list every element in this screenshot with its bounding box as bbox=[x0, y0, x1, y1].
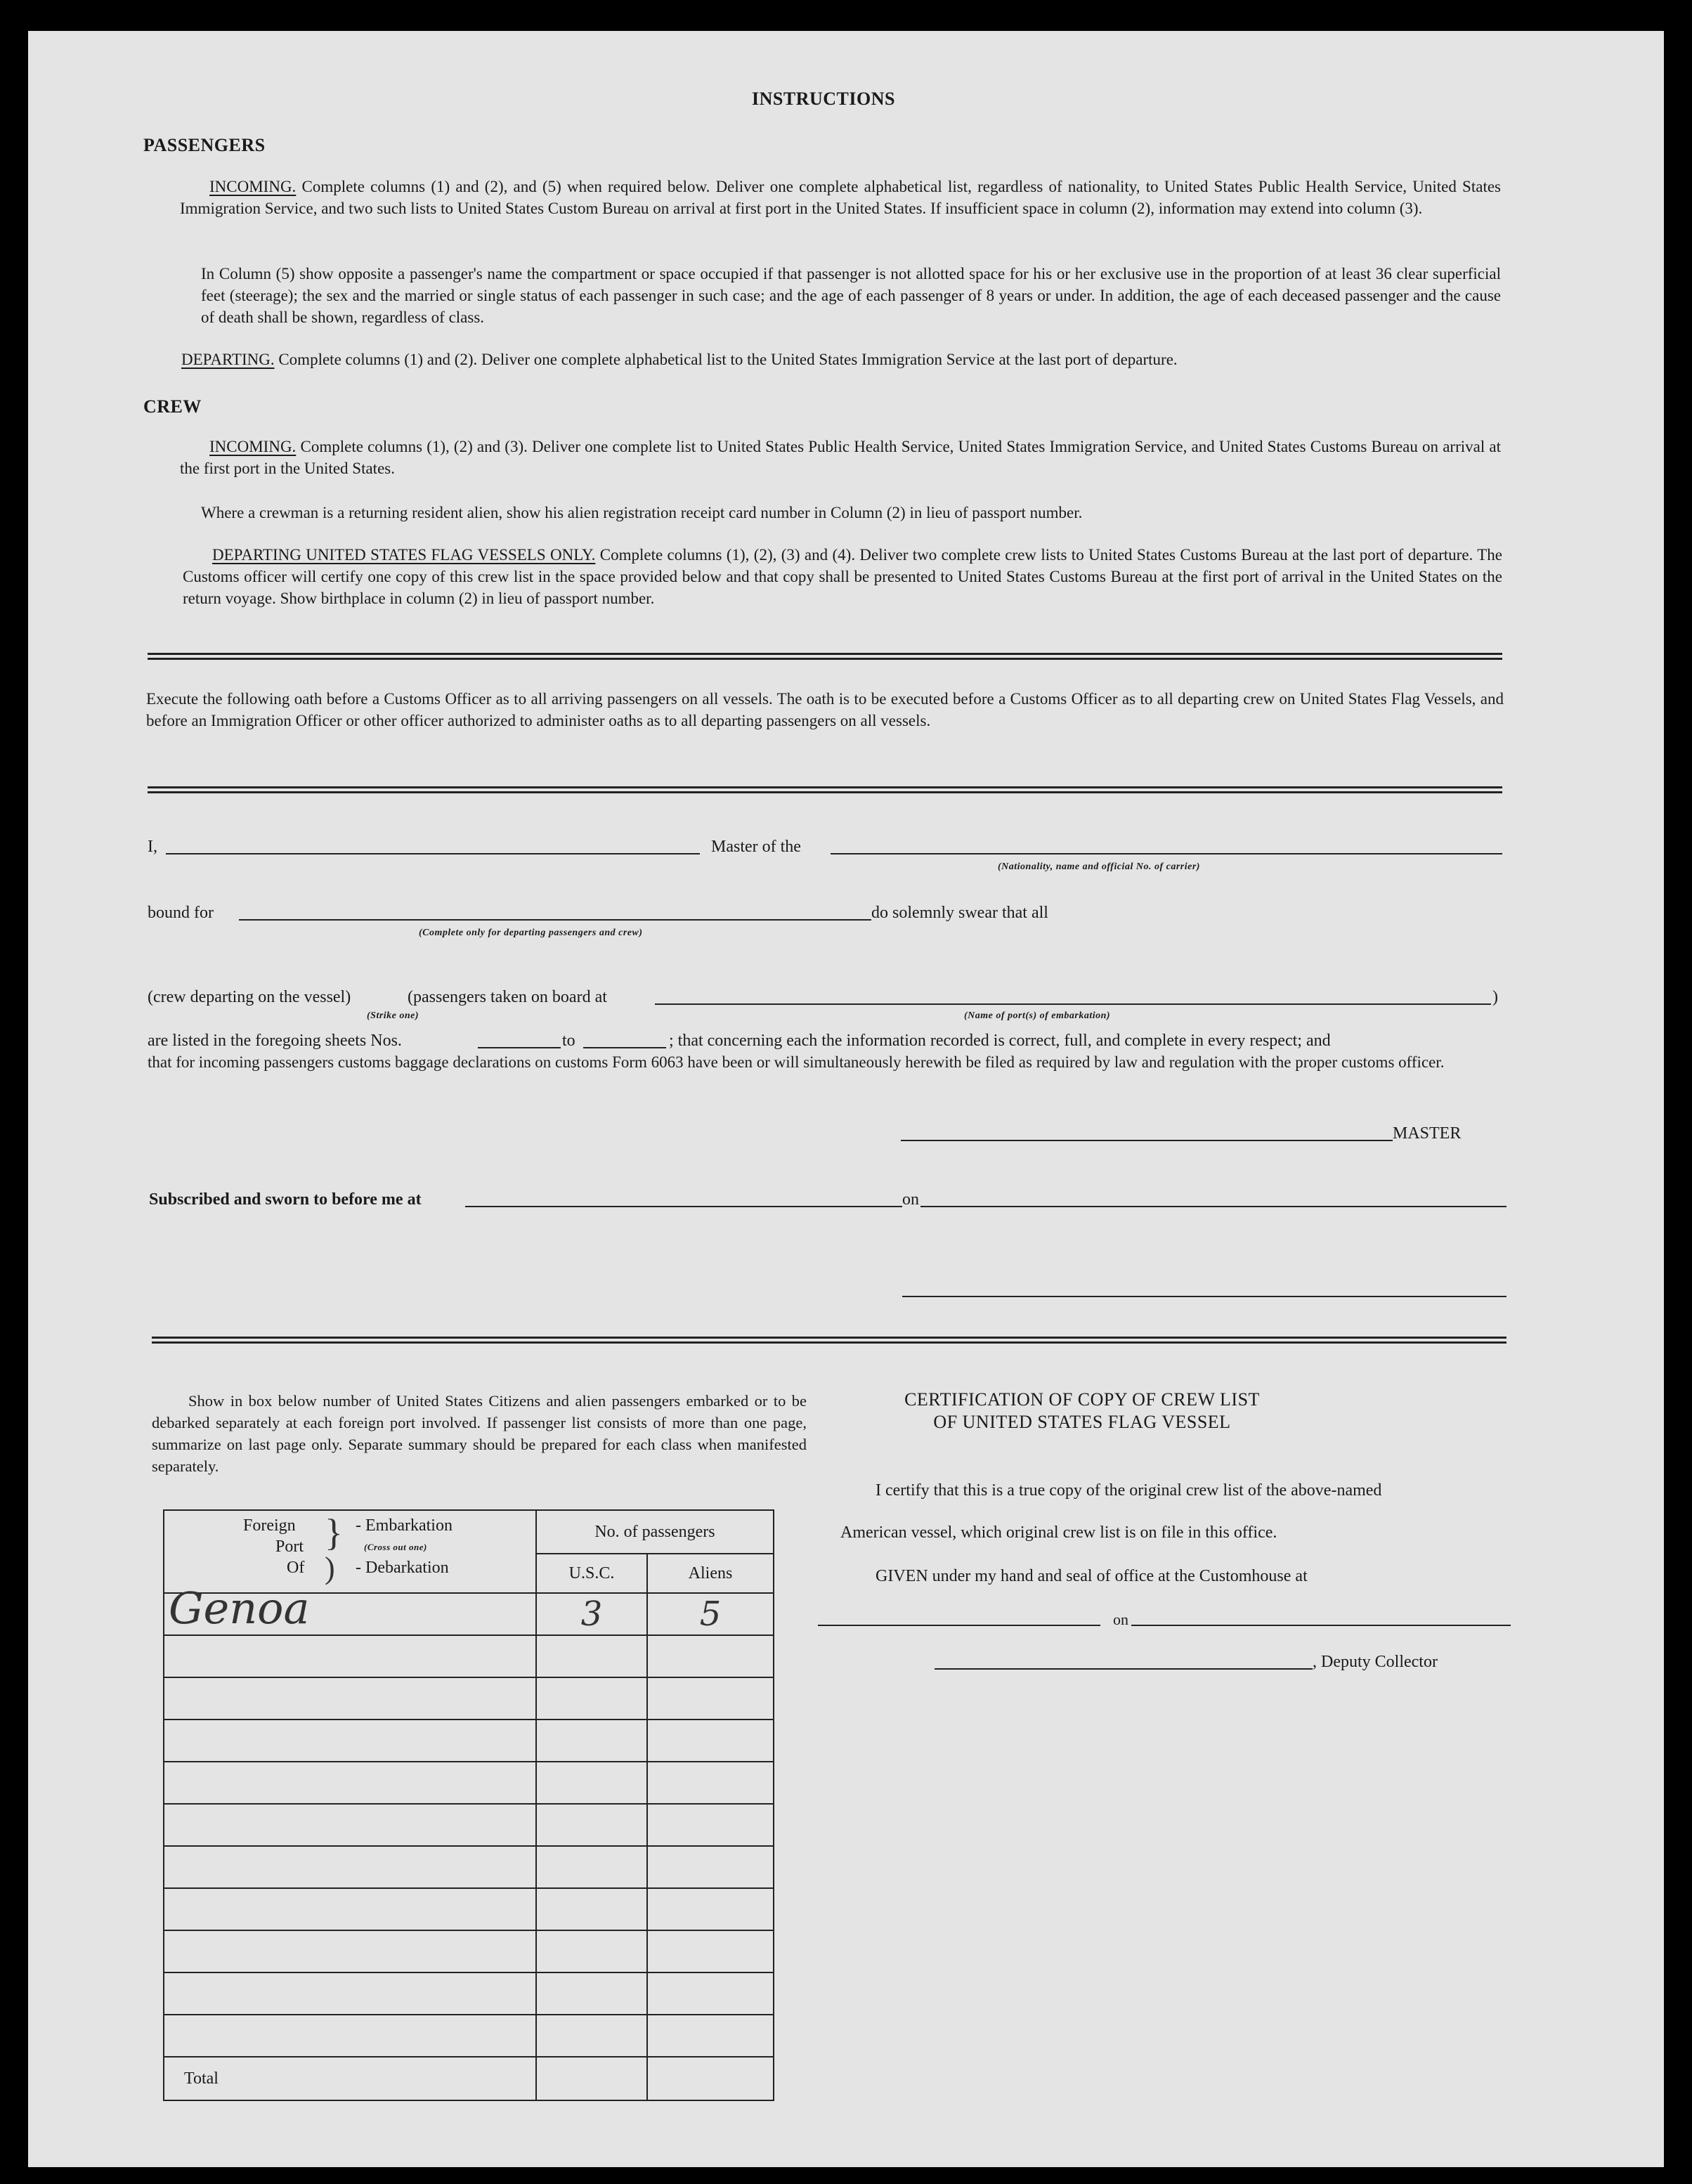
aliens-cell[interactable] bbox=[647, 1930, 774, 1972]
aliens-header: Aliens bbox=[647, 1554, 774, 1593]
port-cell[interactable] bbox=[164, 2015, 536, 2057]
subscribed-label: Subscribed and sworn to before me at bbox=[149, 1190, 422, 1209]
passenger-summary-table bbox=[163, 1509, 774, 2101]
certify-text-continued: American vessel, which original crew list is on file in this office. bbox=[840, 1523, 1277, 1542]
crew-incoming-label: INCOMING. bbox=[209, 438, 297, 455]
of-label: Of bbox=[287, 1559, 305, 1577]
usc-header: U.S.C. bbox=[536, 1554, 647, 1593]
to-label: to bbox=[562, 1032, 575, 1050]
usc-cell[interactable] bbox=[536, 1846, 647, 1888]
crew-departing-label: DEPARTING UNITED STATES FLAG VESSELS ONLY. bbox=[212, 546, 596, 564]
section-divider bbox=[152, 1337, 1506, 1344]
crew-departing-paragraph bbox=[183, 544, 1502, 609]
usc-cell[interactable] bbox=[536, 1677, 647, 1720]
usc-cell[interactable] bbox=[536, 1593, 647, 1635]
swear-label: do solemnly swear that all bbox=[871, 904, 1048, 922]
master-signature-line[interactable] bbox=[901, 1140, 1393, 1141]
no-of-passengers-header: No. of passengers bbox=[536, 1510, 774, 1554]
usc-cell[interactable] bbox=[536, 2015, 647, 2057]
brace: } bbox=[325, 1512, 343, 1554]
aliens-cell[interactable] bbox=[647, 1677, 774, 1720]
master-name-line[interactable] bbox=[166, 853, 700, 854]
usc-cell[interactable] bbox=[536, 1762, 647, 1804]
aliens-cell[interactable] bbox=[647, 2015, 774, 2057]
bound-for-label: bound for bbox=[148, 904, 214, 922]
crew-heading: CREW bbox=[143, 396, 202, 417]
cert-on-label: on bbox=[1113, 1611, 1128, 1628]
usc-cell[interactable] bbox=[536, 1720, 647, 1762]
aliens-total-cell[interactable] bbox=[647, 2057, 774, 2100]
passengers-departing-text: Complete columns (1) and (2). Deliver one complete alphabetical list to the United States Immigration Service at the last port of departure. bbox=[278, 351, 1178, 368]
usc-cell[interactable] bbox=[536, 1635, 647, 1677]
master-label: MASTER bbox=[1393, 1124, 1462, 1143]
embarkation-label: - Embarkation bbox=[356, 1516, 453, 1535]
usc-cell[interactable] bbox=[536, 1804, 647, 1846]
crew-departing-text: Complete columns (1), (2), (3) and (4). Deliver two complete crew lists to United States Customs Bureau at the last port of departure. The Customs officer will certify one copy of this crew list in the space provided below and that copy shall be presented to United States Customs Bureau at the first port of arrival in the United States on the return voyage. Show birthplace in column (2) in lieu of passport number. bbox=[183, 546, 1503, 607]
usc-total-cell[interactable] bbox=[536, 2057, 647, 2100]
aliens-value: 5 bbox=[699, 1594, 722, 1634]
certification-title-line-1: CERTIFICATION OF COPY OF CREW LIST bbox=[904, 1389, 1260, 1410]
given-text: GIVEN under my hand and seal of office at the Customhouse at bbox=[876, 1567, 1308, 1585]
passengers-incoming-paragraph bbox=[180, 176, 1501, 219]
summary-instructions: Show in box below number of United States Citizens and alien passengers embarked or to be debarked separately at each foreign port involved. If passenger list consists of more than one page, summarize on last page only. Separate summary should be prepared for each class when manifested separately. bbox=[152, 1392, 807, 1475]
customhouse-line[interactable] bbox=[818, 1625, 1100, 1626]
usc-value: 3 bbox=[580, 1594, 603, 1634]
crew-incoming-text: Complete columns (1), (2) and (3). Deliver one complete list to United States Public Health Service, United States Immigration Service, and United States Customs Bureau on arrival at the first port in the United States. bbox=[180, 438, 1501, 477]
deputy-collector-label: , Deputy Collector bbox=[1313, 1653, 1438, 1671]
debarkation-label: - Debarkation bbox=[356, 1559, 449, 1577]
section-divider bbox=[148, 653, 1502, 660]
section-divider bbox=[148, 786, 1502, 793]
sworn-date-line[interactable] bbox=[920, 1206, 1506, 1207]
port-cell[interactable] bbox=[164, 1972, 536, 2015]
crew-departing-option: (crew departing on the vessel) bbox=[148, 988, 351, 1006]
usc-cell[interactable] bbox=[536, 1930, 647, 1972]
foreign-label: Foreign bbox=[243, 1516, 296, 1535]
port-cell[interactable] bbox=[164, 1804, 536, 1846]
bound-for-line[interactable] bbox=[239, 919, 871, 921]
listed-prefix: are listed in the foregoing sheets Nos. bbox=[148, 1032, 402, 1050]
name-of-ports-note: (Name of port(s) of embarkation) bbox=[964, 1010, 1111, 1021]
port-cell[interactable] bbox=[164, 1582, 536, 1635]
crew-incoming-paragraph bbox=[180, 436, 1501, 479]
sheet-from-line[interactable] bbox=[478, 1047, 561, 1048]
passengers-incoming-label: INCOMING. bbox=[209, 178, 297, 195]
port-header-cell bbox=[164, 1510, 536, 1593]
passengers-departing-paragraph bbox=[181, 349, 1502, 370]
sworn-place-line[interactable] bbox=[465, 1206, 902, 1207]
port-cell[interactable] bbox=[164, 1677, 536, 1720]
port-cell[interactable] bbox=[164, 1930, 536, 1972]
port-value: Genoa bbox=[169, 1582, 310, 1634]
form-page bbox=[28, 31, 1664, 2167]
i-label: I, bbox=[148, 838, 157, 856]
master-of-label: Master of the bbox=[711, 838, 801, 856]
complete-only-note: (Complete only for departing passengers and crew) bbox=[419, 928, 643, 938]
cross-out-note: (Cross out one) bbox=[364, 1542, 427, 1552]
passengers-departing-label: DEPARTING. bbox=[181, 351, 275, 368]
sheet-to-line[interactable] bbox=[583, 1047, 666, 1048]
aliens-cell[interactable] bbox=[647, 1846, 774, 1888]
port-cell[interactable] bbox=[164, 1720, 536, 1762]
aliens-cell[interactable] bbox=[647, 1804, 774, 1846]
passengers-column5-paragraph: In Column (5) show opposite a passenger's name the compartment or space occupied if that passenger is not allotted space for his or her exclusive use in the proportion of at least 36 clear superficial feet (steerage); the sex and the married or single status of each passenger in such case; and the age of each passenger of 8 years or under. In addition, the age of each deceased passenger and the cause of death shall be shown, regardless of class. bbox=[201, 265, 1501, 326]
officer-signature-line[interactable] bbox=[902, 1296, 1506, 1297]
vessel-line[interactable] bbox=[831, 853, 1502, 854]
usc-cell[interactable] bbox=[536, 1888, 647, 1930]
usc-cell[interactable] bbox=[536, 1972, 647, 2015]
certify-text: I certify that this is a true copy of the original crew list of the above-named bbox=[876, 1481, 1382, 1500]
aliens-cell[interactable] bbox=[647, 1593, 774, 1635]
certification-title bbox=[836, 1389, 1328, 1434]
embarkation-ports-line[interactable] bbox=[655, 1003, 1491, 1005]
total-label: Total bbox=[164, 2057, 536, 2100]
port-cell[interactable] bbox=[164, 1846, 536, 1888]
passengers-heading: PASSENGERS bbox=[143, 135, 266, 155]
listed-text: ; that concerning each the information recorded is correct, full, and complete in every respect; and bbox=[669, 1032, 1331, 1050]
cert-date-line[interactable] bbox=[1131, 1625, 1511, 1626]
aliens-cell[interactable] bbox=[647, 1635, 774, 1677]
port-cell[interactable] bbox=[164, 1888, 536, 1930]
aliens-cell[interactable] bbox=[647, 1888, 774, 1930]
deputy-signature-line[interactable] bbox=[935, 1668, 1313, 1670]
port-cell[interactable] bbox=[164, 1635, 536, 1677]
oath-intro: Execute the following oath before a Customs Officer as to all arriving passengers on all vessels. The oath is to be executed before a Customs Officer as to all departing crew on United States Flag Vessels, and before an Immigration Officer or other officer authorized to administer oaths as to all departing passengers on all vessels. bbox=[146, 690, 1504, 729]
port-cell[interactable] bbox=[164, 1762, 536, 1804]
close-paren: ) bbox=[1492, 988, 1498, 1006]
aliens-cell[interactable] bbox=[647, 1720, 774, 1762]
certification-title-line-2: OF UNITED STATES FLAG VESSEL bbox=[933, 1412, 1231, 1432]
passengers-taken-option: (passengers taken on board at bbox=[408, 988, 607, 1006]
instructions-title: INSTRUCTIONS bbox=[752, 89, 895, 109]
aliens-cell[interactable] bbox=[647, 1762, 774, 1804]
nationality-note: (Nationality, name and official No. of carrier) bbox=[998, 862, 1200, 872]
crew-resident-paragraph: Where a crewman is a returning resident alien, show his alien registration receipt card number in Column (2) in lieu of passport number. bbox=[201, 504, 1083, 521]
listed-text-continued: that for incoming passengers customs baggage declarations on customs Form 6063 have been or will simultaneously herewith be filed as required by law and regulation with the proper customs officer. bbox=[148, 1053, 1445, 1071]
aliens-cell[interactable] bbox=[647, 1972, 774, 2015]
brace: ) bbox=[325, 1551, 335, 1585]
strike-one-note: (Strike one) bbox=[367, 1010, 419, 1021]
sworn-on-label: on bbox=[902, 1190, 919, 1209]
passengers-incoming-text: Complete columns (1) and (2), and (5) when required below. Deliver one complete alphabetical list, regardless of nationality, to United States Public Health Service, United States Immigration Service, and two such lists to United States Custom Bureau on arrival at first port in the United States. If insufficient space in column (2), information may extend into column (3). bbox=[180, 178, 1501, 217]
port-label: Port bbox=[275, 1538, 304, 1556]
